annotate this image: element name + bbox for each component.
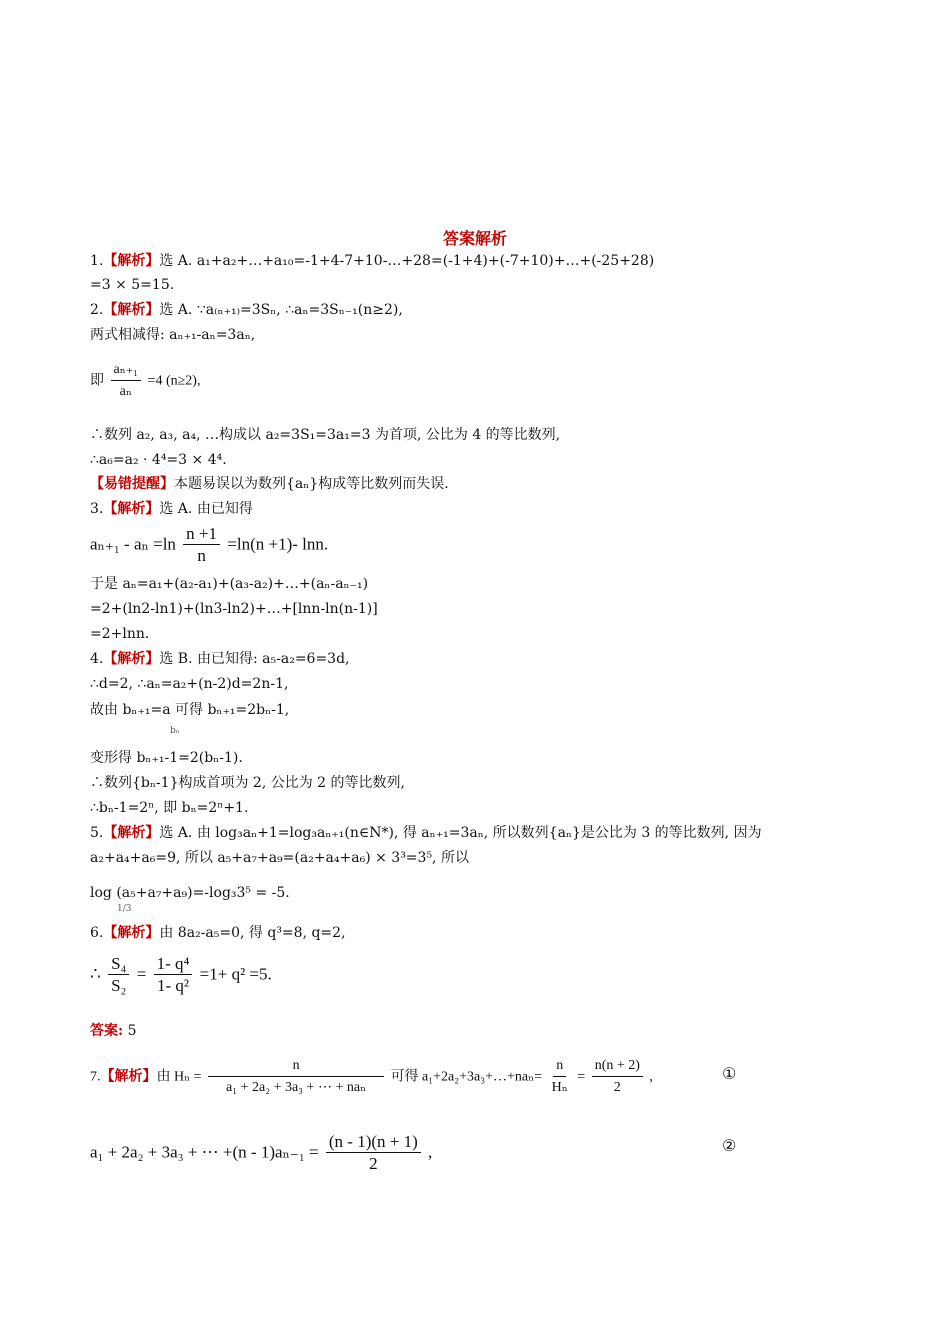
q6-fraction-2-num: 1- q⁴ [154, 954, 193, 975]
q7-fraction-2 [549, 1056, 571, 1099]
q3-fraction-den: n [197, 546, 206, 565]
q5-line-2: a₂+a₄+a₆=9, 所以 a₅+a₇+a₉=(a₂+a₄+a₆) × 3³=3⁵, 所以 [90, 850, 469, 866]
answer-label: 答案: [90, 1023, 124, 1039]
q3-line-5: =2+lnn. [90, 626, 150, 642]
q6-fraction-1-num: S₄ [108, 954, 129, 975]
q7-fraction-1 [208, 1056, 384, 1099]
answer-value: 5 [127, 1023, 137, 1039]
q4-subscript: bₙ [170, 726, 180, 736]
q2-fraction [111, 360, 142, 403]
q2-line-2: 两式相减得: aₙ₊₁-aₙ=3aₙ, [90, 327, 256, 343]
q6-fraction-2 [154, 954, 193, 997]
q6-fraction-1-den: S₂ [111, 976, 127, 995]
equation-mark-1: ① [722, 1064, 737, 1083]
q4-line-3: 故由 bₙ₊₁=a 可得 bₙ₊₁=2bₙ-1, [90, 702, 290, 718]
tip-label: 【易错提醒】 [90, 476, 174, 492]
q2-fraction-den: aₙ [119, 384, 132, 399]
q7-fraction-3-den: 2 [613, 1080, 621, 1095]
q7-fraction-1-den: a₁ + 2a₂ + 3a₃ + ⋯ + naₙ [225, 1080, 367, 1095]
q2-fraction-num: aₙ₊₁ [111, 360, 142, 381]
q5-line-1: 5.【解析】选 A. 由 log₃aₙ+1=log₃aₙ₊₁(n∈N*), 得 aₙ₊₁=3aₙ, 所以数列{aₙ}是公比为 3 的等比数列, 因为 [90, 825, 762, 841]
q7-formula-1-mid: 可得 a₁+2a₂+3a₃+…+naₙ= [390, 1069, 543, 1085]
q2-formula-post: =4 (n≥2), [147, 373, 201, 389]
q7-fraction-2-num: n [553, 1056, 566, 1077]
q7-fraction-2-den: Hₙ [551, 1080, 568, 1095]
q4-line-1: 4.【解析】选 B. 由已知得: a₅-a₂=6=3d, [90, 651, 350, 667]
analysis-tag: 【解析】 [100, 1069, 157, 1085]
tip-body: 本题易误以为数列{aₙ}构成等比数列而失误. [174, 476, 449, 492]
q2-line-4: ∴数列 a₂, a₃, a₄, …构成以 a₂=3S₁=3a₁=3 为首项, 公比为 4 的等比数列, [90, 427, 561, 443]
q4-line-4: 变形得 bₙ₊₁-1=2(bₙ-1). [90, 750, 243, 766]
q7-fraction-4-den: 2 [369, 1154, 378, 1173]
analysis-tag: 【解析】 [103, 302, 160, 318]
q3-fraction [183, 524, 220, 567]
q2-tip [90, 475, 449, 493]
q7-formula-2-pre: a₁ + 2a₂ + 3a₃ + ⋯ +(n - 1)aₙ₋₁ = [90, 1142, 319, 1162]
q7-formula-1-pre: 7.【解析】由 Hₙ = [90, 1069, 202, 1085]
analysis-tag: 【解析】 [103, 253, 160, 269]
equation-mark-2: ② [722, 1136, 737, 1155]
q7-formula-1: 7.【解析】由 Hₙ = $\frac{n}{\text{a₁ + 2a₂ + 3a₃ + ⋯ + naₙ}}$ 可得 a₁+2a₂+3a₃+…+naₙ= $\frac{n}{\text{Hₙ}}$ = $\frac{n(n + 2)}{2}$ , [90, 1056, 653, 1099]
analysis-tag: 【解析】 [103, 501, 160, 517]
q4-line-2: ∴d=2, ∴aₙ=a₂+(n-2)d=2n-1, [90, 676, 289, 692]
analysis-tag: 【解析】 [103, 651, 160, 667]
q6-answer [90, 1022, 137, 1040]
q7-fraction-1-num: n [208, 1056, 384, 1077]
q3-line-1: 3.【解析】选 A. 由已知得 [90, 501, 253, 517]
q2-line-5: ∴a₆=a₂ · 4⁴=3 × 4⁴. [90, 452, 227, 468]
q3-fraction-num: n +1 [183, 524, 220, 545]
q6-line-1: 6.【解析】由 8a₂-a₅=0, 得 q³=8, q=2, [90, 925, 346, 941]
q7-fraction-4 [326, 1132, 421, 1175]
q5-log-base: 1/3 [117, 904, 132, 914]
q5-line-3: log (a₅+a₇+a₉)=-log₃3⁵ = -5. [90, 885, 290, 901]
q7-fraction-3 [592, 1056, 643, 1099]
q2-line-1: 2.【解析】选 A. ∵a₍ₙ₊₁₎=3Sₙ, ∴aₙ=3Sₙ₋₁(n≥2), [90, 302, 403, 318]
analysis-tag: 【解析】 [103, 925, 160, 941]
q7-formula-2: a₁ + 2a₂ + 3a₃ + ⋯ +(n - 1)aₙ₋₁ = $\frac{(n - 1)(n + 1)}{2}$ , [90, 1132, 433, 1173]
q6-fraction-2-den: 1- q² [156, 976, 189, 995]
q7-fraction-3-num: n(n + 2) [592, 1056, 643, 1077]
page-title: 答案解析 [442, 229, 507, 248]
q1-line-2: =3 × 5=15. [90, 277, 175, 293]
q4-line-6: ∴bₙ-1=2ⁿ, 即 bₙ=2ⁿ+1. [90, 800, 249, 816]
q6-formula: ∴ $\frac{\text{S₄}}{\text{S₂}}$ = $\frac{\text{1- q⁴}}{\text{1- q²}}$ =1+ q² =5. [90, 954, 272, 995]
q3-formula-pre: aₙ₊₁ - aₙ =ln [90, 534, 176, 554]
q3-formula [90, 524, 328, 567]
q3-formula-post: =ln(n +1)- lnn. [227, 534, 329, 554]
q6-formula-post: =1+ q² =5. [199, 964, 272, 984]
q3-line-4: =2+(ln2-ln1)+(ln3-ln2)+…+[lnn-ln(n-1)] [90, 601, 378, 617]
q3-line-3: 于是 aₙ=a₁+(a₂-a₁)+(a₃-a₂)+…+(aₙ-aₙ₋₁) [90, 576, 369, 592]
q2-formula [90, 360, 200, 403]
q4-line-5: ∴数列{bₙ-1}构成首项为 2, 公比为 2 的等比数列, [90, 775, 405, 791]
q1-line-1: 1.【解析】选 A. a₁+a₂+…+a₁₀=-1+4-7+10-…+28=(-1+4)+(-7+10)+…+(-25+28) [90, 253, 655, 269]
q6-formula-pre: ∴ [90, 964, 101, 984]
analysis-tag: 【解析】 [103, 825, 160, 841]
q2-formula-pre: 即 [90, 373, 104, 389]
q7-fraction-4-num: (n - 1)(n + 1) [326, 1132, 421, 1153]
q6-fraction-1 [108, 954, 129, 997]
